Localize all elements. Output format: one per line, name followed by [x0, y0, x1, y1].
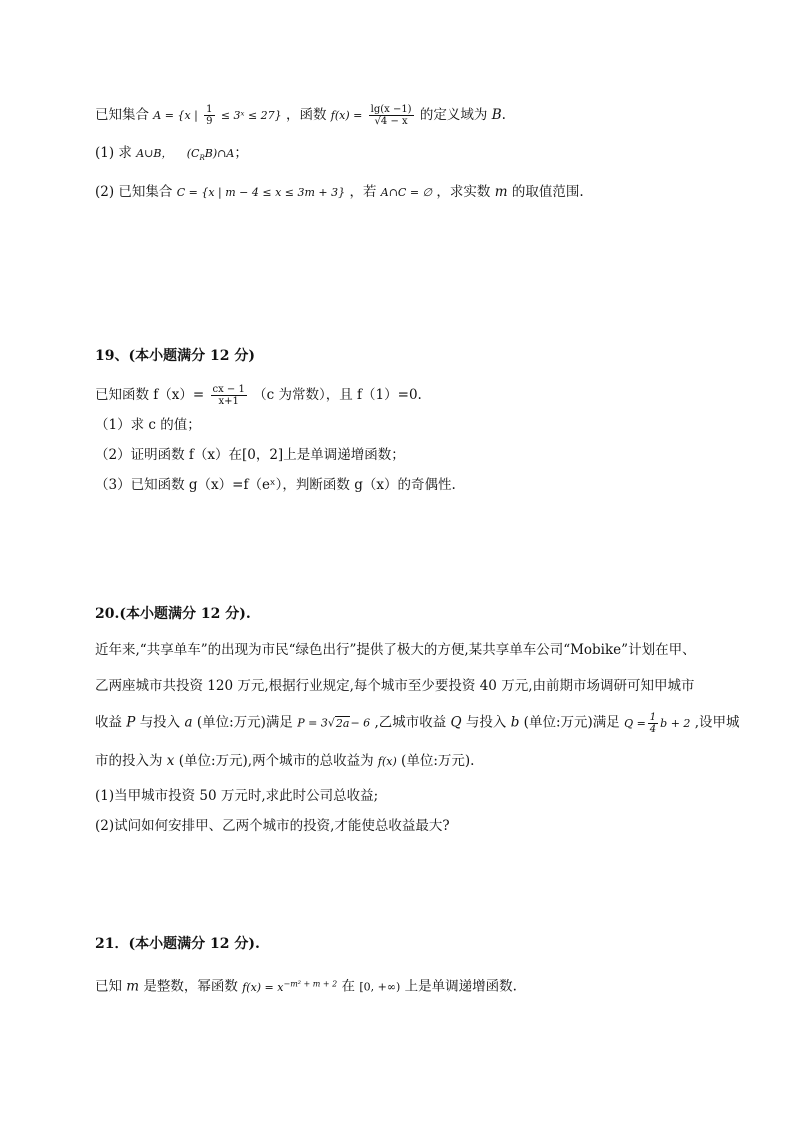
question-19 — [95, 346, 734, 495]
q20-line-3: 收益 P 与投入 a (单位:万元)满足 P = 3√2a− 6 ,乙城市收益 Q 与投入 b (单位:万元)满足 Q = $\frac{1}{4}$ b + 2 ,设甲城 — [95, 712, 740, 735]
q18-part-1-label: (1) 求 — [95, 145, 132, 161]
func-fraction: $\frac{\lg(x -1)}{√4 - x}$ — [370, 104, 412, 127]
formula-p: P = 3√2a− 6 — [297, 716, 371, 730]
set-a-fraction: $\frac{1}{9}$ — [206, 104, 213, 127]
q19-title: 19、(本小题满分 12 分) — [95, 348, 255, 364]
q20-line-4: 市的投入为 x (单位:万元),两个城市的总收益为 f(x) (单位:万元). — [95, 753, 475, 769]
q20-part-1: (1)当甲城市投资 50 万元时,求此时公司总收益; — [95, 788, 379, 804]
set-b: B — [491, 107, 502, 123]
q19-statement: 已知函数 f（x）= $\frac{cx - 1}{x+1}$ （c 为常数），且 f（1）=0. — [95, 384, 422, 407]
q18-part-1: (1) 求 A∪B， $(C_RB)\cap A$； — [95, 145, 248, 163]
q19-fraction: $\frac{cx - 1}{x+1}$ — [212, 384, 245, 407]
q19-part-3: （3）已知函数 g（x）=f（eˣ），判断函数 g（x）的奇偶性. — [95, 477, 456, 493]
q21-statement: 已知 m 是整数，幂函数 $f(x) = x^{-m^2 + m + 2}$ 在 [0, +∞) 上是单调递增函数. — [95, 978, 517, 995]
func-name: f(x) = — [330, 109, 363, 122]
q18-func-text: ，函数 — [285, 107, 327, 123]
q20-part-2: (2)试问如何安排甲、乙两个城市的投资,才能使总收益最大? — [95, 818, 450, 834]
func-suffix: 的定义域为 — [419, 107, 488, 123]
q20-title: 20.(本小题满分 12 分). — [95, 606, 251, 622]
set-a-left: A = {x | — [153, 109, 198, 122]
q19-part-2: （2）证明函数 f（x）在[0，2]上是单调递增函数； — [95, 447, 405, 463]
question-18 — [95, 104, 734, 203]
question-21 — [95, 934, 734, 998]
q18-part-2-label: (2) 已知集合 — [95, 184, 173, 201]
q19-part-1: （1）求 c 的值； — [95, 417, 201, 433]
question-20 — [95, 604, 740, 836]
formula-q: Q = $\frac{1}{4}$ b + 2 — [624, 712, 691, 735]
q18-prefix: 已知集合 — [95, 107, 149, 123]
q20-line-2: 乙两座城市共投资 120 万元,根据行业规定,每个城市至少要投资 40 万元,由前期市场调研可知甲城市 — [95, 678, 695, 694]
q21-title: 21．(本小题满分 12 分). — [95, 936, 260, 952]
set-c: C = {x | m − 4 ≤ x ≤ 3m + 3} — [176, 186, 346, 200]
q18-part-2: (2) 已知集合 C = {x | m − 4 ≤ x ≤ 3m + 3} ，若 A∩C = ∅ ，求实数 m 的取值范围. — [95, 184, 584, 201]
set-a-right: ≤ 3ˣ ≤ 27} — [220, 109, 282, 122]
q20-line-1: 近年来,“共享单车”的出现为市民“绿色出行”提供了极大的方便,某共享单车公司“Mobike”计划在甲、 — [95, 642, 696, 658]
q18-statement: 已知集合 A = {x | $\frac{1}{9}$ ≤ 3ˣ ≤ 27} ，函数 f(x) = $\frac{\lg(x -1)}{√4 - x}$ 的定义域为 B. — [95, 104, 506, 127]
